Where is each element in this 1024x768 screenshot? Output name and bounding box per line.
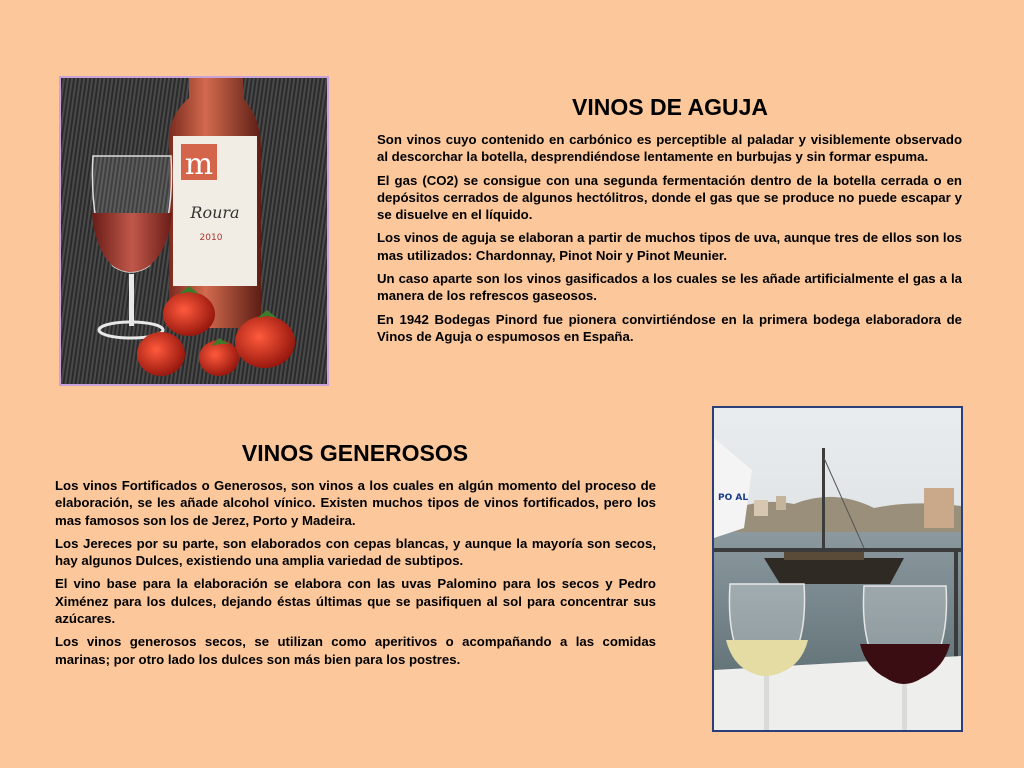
title-vinos-de-aguja: VINOS DE AGUJA [572, 94, 768, 120]
title-vinos-generosos: VINOS GENEROSOS [241, 440, 469, 466]
porto-river-illustration [714, 408, 961, 730]
paragraph: El gas (CO2) se consigue con una segunda fermentación dentro de la botella cerrada o en depósitos cerrados de algunos hectólitros, donde el gas que se produce no puede escapar y se disuelve en el líquido. [377, 172, 962, 223]
paragraph: Un caso aparte son los vinos gasificados a los cuales se les añade artificialmente el gas a la manera de los refrescos gaseosos. [377, 271, 962, 304]
paragraph: En 1942 Bodegas Pinord fue pionera convirtiéndose en la primera bodega elaboradora de Vinos de Aguja o espumosos en España. [377, 311, 962, 344]
rose-wine-photo [59, 76, 329, 386]
porto-river-photo [712, 406, 963, 732]
flag-text: PO AL [718, 493, 749, 503]
bottle-label-year: 2010 [199, 233, 223, 243]
paragraph: Son vinos cuyo contenido en carbónico es perceptible al paladar y visiblemente observado al descorchar la botella, desprendiéndose lentamente en burbujas y sin formar espuma. [377, 132, 962, 165]
rose-wine-illustration [61, 78, 327, 384]
bottle-logo: m [184, 147, 214, 182]
paragraph: Los vinos de aguja se elaboran a partir de muchos tipos de uva, aunque tres de ellos son los mas utilizados: Chardonnay, Pinot Noir y Pinot Meunier. [377, 230, 962, 263]
bottle-label-name: Roura [190, 203, 240, 222]
paragraph: Los vinos Fortificados o Generosos, son vinos a los cuales en algún momento del proceso de elaboración, se les añade alcohol vínico. Existen muchos tipos de vinos fortificados, pero los mas famosos son los de Jerez, Porto y Madeira. [55, 478, 656, 528]
paragraph: Los vinos generosos secos, se utilizan como aperitivos o acompañando a las comidas marinas; por otro lado los dulces son más bien para los postres. [55, 634, 656, 667]
vinos-de-aguja-text [377, 131, 962, 351]
paragraph: El vino base para la elaboración se elabora con las uvas Palomino para los secos y Pedro Ximénez para los dulces, dejando éstas últimas que se pasifiquen al sol para concentrar sus azúcares. [55, 576, 656, 627]
paragraph: Los Jereces por su parte, son elaborados con cepas blancas, y aunque la mayoría son secos, hay algunos Dulces, existiendo una amplia variedad de subtipos. [55, 535, 656, 569]
vinos-generosos-text [55, 477, 656, 674]
